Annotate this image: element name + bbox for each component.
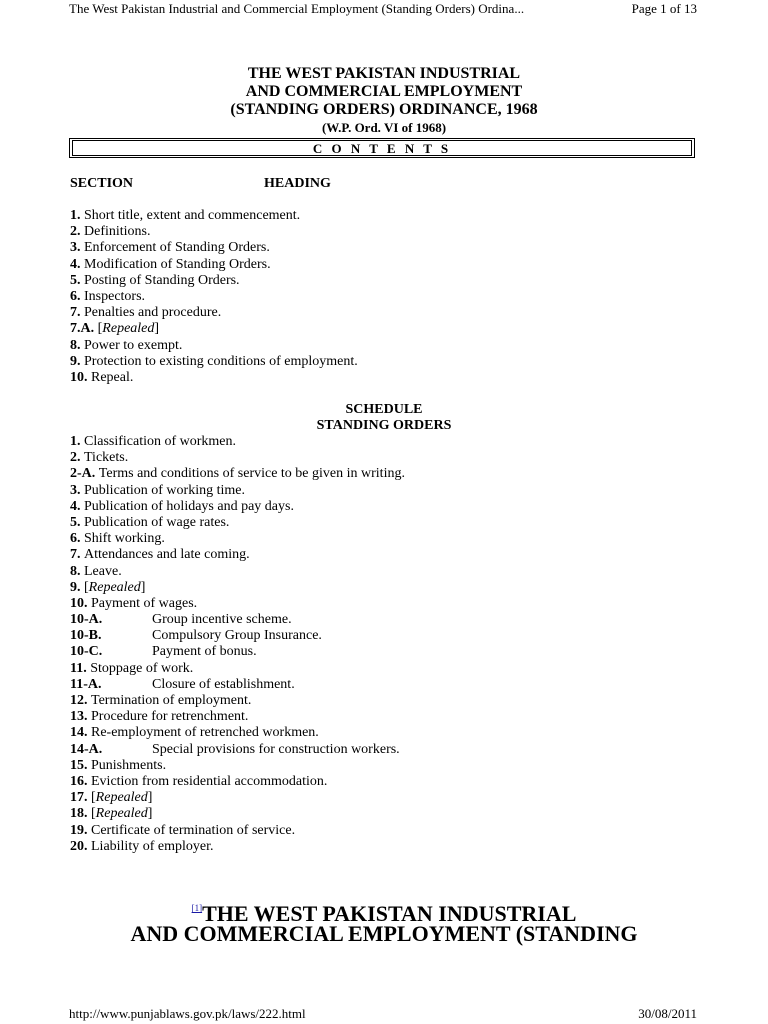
standing-order-item-text: Leave. bbox=[84, 563, 122, 579]
ordinance-title-block bbox=[0, 65, 768, 135]
standing-order-item-number: 6. bbox=[70, 531, 81, 547]
standing-order-item-text: Tickets. bbox=[84, 450, 129, 466]
main-title-text-1: THE WEST PAKISTAN INDUSTRIAL bbox=[202, 901, 577, 926]
standing-order-item-number: 18. bbox=[70, 806, 88, 822]
standing-order-item bbox=[70, 499, 405, 515]
main-title-line-2: AND COMMERCIAL EMPLOYMENT (STANDING bbox=[130, 921, 638, 946]
section-item-number: 3. bbox=[70, 240, 81, 256]
standing-order-item bbox=[70, 644, 405, 660]
standing-order-item-text: Publication of wage rates. bbox=[84, 514, 230, 530]
standing-order-item bbox=[70, 725, 405, 741]
standing-order-item bbox=[70, 483, 405, 499]
ordinance-title-line-3: (STANDING ORDERS) ORDINANCE, 1968 bbox=[230, 101, 538, 118]
standing-order-item bbox=[70, 709, 405, 725]
standing-order-item-text: Liability of employer. bbox=[91, 838, 214, 854]
standing-order-item-number: 10. bbox=[70, 595, 88, 611]
section-item bbox=[70, 321, 358, 337]
standing-order-item-text: Procedure for retrenchment. bbox=[91, 709, 249, 725]
section-item-text: Power to exempt. bbox=[84, 337, 183, 353]
standing-order-item-number: 8. bbox=[70, 563, 81, 579]
standing-order-item-text: [Repealed] bbox=[91, 790, 153, 806]
standing-order-item-number: 11. bbox=[70, 660, 87, 676]
section-item-number: 1. bbox=[70, 208, 81, 223]
page-url: http://www.punjablaws.gov.pk/laws/222.html bbox=[69, 1006, 306, 1021]
contents-label: C O N T E N T S bbox=[72, 140, 692, 156]
section-item-text: Posting of Standing Orders. bbox=[84, 272, 240, 288]
section-item-number: 4. bbox=[70, 256, 81, 272]
section-item-text: Definitions. bbox=[84, 224, 151, 240]
section-item-number: 10. bbox=[70, 369, 88, 385]
standing-order-item-text: Payment of bonus. bbox=[152, 644, 257, 660]
section-item bbox=[70, 370, 358, 386]
section-item-text: Inspectors. bbox=[84, 288, 146, 304]
standing-order-item-text: Stoppage of work. bbox=[90, 660, 194, 676]
standing-order-item-text: Attendances and late coming. bbox=[84, 547, 250, 563]
section-item bbox=[70, 338, 358, 354]
standing-order-item bbox=[70, 547, 405, 563]
page-number: Page 1 of 13 bbox=[631, 1, 697, 16]
standing-order-item-text: [Repealed] bbox=[91, 806, 153, 822]
section-item bbox=[70, 257, 358, 273]
standing-order-item-number: 17. bbox=[70, 790, 88, 806]
ordinance-title-line-2: AND COMMERCIAL EMPLOYMENT bbox=[245, 83, 523, 100]
schedule-heading: SCHEDULE bbox=[345, 402, 423, 417]
section-item-number: 9. bbox=[70, 353, 81, 369]
standing-order-item-number: 1. bbox=[70, 434, 81, 449]
standing-order-item-number: 19. bbox=[70, 822, 88, 838]
section-item-text: Short title, extent and commencement. bbox=[84, 208, 301, 223]
section-item-number: 7.A. bbox=[70, 321, 95, 337]
standing-order-item bbox=[70, 434, 405, 450]
section-item-number: 8. bbox=[70, 337, 81, 353]
standing-order-item bbox=[70, 515, 405, 531]
standing-order-item bbox=[70, 823, 405, 839]
section-item bbox=[70, 224, 358, 240]
standing-order-item-number: 12. bbox=[70, 693, 88, 708]
section-item-text: Protection to existing conditions of employment. bbox=[84, 353, 358, 369]
standing-order-item bbox=[70, 839, 405, 855]
standing-order-item bbox=[70, 661, 405, 677]
standing-order-item-number: 13. bbox=[70, 709, 88, 725]
standing-order-item bbox=[70, 628, 405, 644]
standing-order-item-number: 9. bbox=[70, 579, 81, 595]
standing-order-item-number: 2. bbox=[70, 450, 81, 466]
standing-order-item bbox=[70, 693, 405, 709]
standing-order-item bbox=[70, 580, 405, 596]
standing-order-item-number: 10-B. bbox=[70, 628, 102, 644]
section-item bbox=[70, 273, 358, 289]
section-item bbox=[70, 240, 358, 256]
standing-order-item bbox=[70, 450, 405, 466]
standing-order-item bbox=[70, 466, 405, 482]
standing-order-item-text: Classification of workmen. bbox=[84, 434, 237, 449]
sections-list bbox=[70, 208, 358, 386]
print-header-title: The West Pakistan Industrial and Commercial Employment (Standing Orders) Ordina... bbox=[69, 1, 525, 16]
section-item bbox=[70, 354, 358, 370]
standing-order-item-text: Punishments. bbox=[91, 757, 167, 773]
standing-order-item-text: [Repealed] bbox=[84, 579, 146, 595]
standing-order-item bbox=[70, 790, 405, 806]
section-item-number: 6. bbox=[70, 288, 81, 304]
standing-order-item-text: Publication of working time. bbox=[84, 482, 245, 498]
section-item-number: 5. bbox=[70, 272, 81, 288]
standing-order-item-text: Payment of wages. bbox=[91, 595, 198, 611]
standing-order-item bbox=[70, 806, 405, 822]
standing-order-item-number: 10-A. bbox=[70, 612, 103, 628]
ordinance-reference: (W.P. Ord. VI of 1968) bbox=[321, 120, 447, 135]
standing-order-item-number: 11-A. bbox=[70, 676, 102, 692]
standing-order-item bbox=[70, 742, 405, 758]
standing-order-item-number: 7. bbox=[70, 547, 81, 563]
standing-order-item bbox=[70, 564, 405, 580]
column-heading: HEADING bbox=[264, 176, 331, 191]
standing-order-item-text: Publication of holidays and pay days. bbox=[84, 498, 294, 514]
standing-order-item-number: 14-A. bbox=[70, 741, 103, 757]
column-section: SECTION bbox=[70, 176, 134, 191]
section-item-text: Modification of Standing Orders. bbox=[84, 256, 271, 272]
standing-order-item-text: Certificate of termination of service. bbox=[91, 822, 296, 838]
standing-order-item-text: Closure of establishment. bbox=[152, 676, 295, 692]
standing-order-item-text: Shift working. bbox=[84, 531, 165, 547]
standing-order-item bbox=[70, 531, 405, 547]
contents-box bbox=[69, 138, 695, 158]
standing-order-item-text: Special provisions for construction workers. bbox=[152, 741, 400, 757]
footnote-link[interactable]: [1] bbox=[191, 903, 203, 913]
standing-order-item-number: 15. bbox=[70, 757, 88, 773]
standing-order-item-number: 5. bbox=[70, 514, 81, 530]
standing-order-item bbox=[70, 774, 405, 790]
standing-order-item-text: Group incentive scheme. bbox=[152, 612, 292, 628]
ordinance-title-line-1: THE WEST PAKISTAN INDUSTRIAL bbox=[247, 65, 521, 82]
standing-order-item bbox=[70, 677, 405, 693]
standing-order-item bbox=[70, 758, 405, 774]
standing-order-item bbox=[70, 612, 405, 628]
standing-order-item-text: Termination of employment. bbox=[91, 693, 252, 708]
section-item-text: Repeal. bbox=[91, 369, 134, 385]
standing-order-item-number: 2-A. bbox=[70, 466, 96, 482]
standing-order-item-number: 3. bbox=[70, 482, 81, 498]
section-item bbox=[70, 305, 358, 321]
standing-order-item-number: 14. bbox=[70, 725, 88, 741]
standing-order-item-number: 20. bbox=[70, 838, 88, 854]
standing-orders-list bbox=[70, 434, 405, 855]
standing-order-item-text: Eviction from residential accommodation. bbox=[91, 773, 328, 789]
print-header bbox=[0, 0, 768, 20]
standing-order-item-number: 16. bbox=[70, 773, 88, 789]
print-date: 30/08/2011 bbox=[638, 1006, 697, 1021]
standing-order-item-number: 10-C. bbox=[70, 644, 103, 660]
section-item bbox=[70, 208, 358, 224]
section-item bbox=[70, 289, 358, 305]
standing-order-item bbox=[70, 596, 405, 612]
section-item-number: 7. bbox=[70, 305, 81, 321]
section-item-text: Enforcement of Standing Orders. bbox=[84, 240, 270, 256]
standing-order-item-text: Re-employment of retrenched workmen. bbox=[91, 725, 319, 741]
section-item-number: 2. bbox=[70, 224, 81, 240]
standing-order-item-number: 4. bbox=[70, 498, 81, 514]
standing-orders-heading: STANDING ORDERS bbox=[316, 418, 452, 433]
standing-order-item-text: Compulsory Group Insurance. bbox=[152, 628, 322, 644]
section-item-text: [Repealed] bbox=[97, 321, 160, 337]
standing-order-item-text: Terms and conditions of service to be given in writing. bbox=[98, 466, 405, 482]
section-item-text: Penalties and procedure. bbox=[84, 305, 222, 321]
